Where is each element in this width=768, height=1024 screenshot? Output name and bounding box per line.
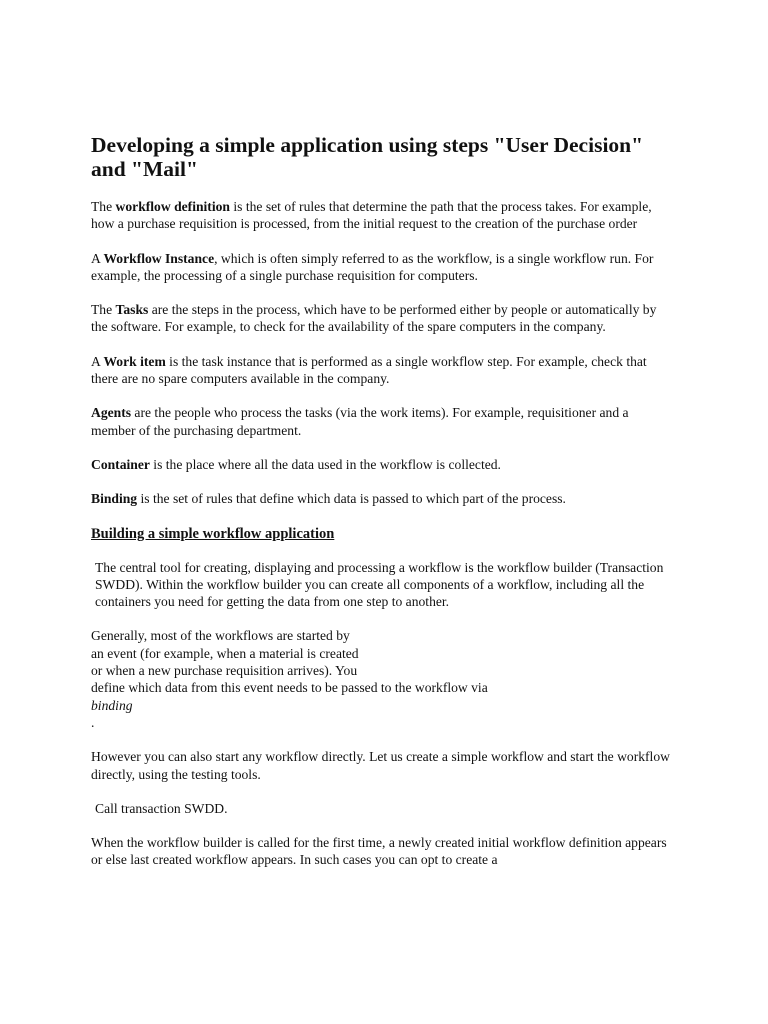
call-transaction-paragraph: Call transaction SWDD. [95,800,228,816]
definition-term: Container [91,456,150,472]
definition-term: Workflow Instance [103,250,215,266]
definition-lead: A [91,353,104,369]
direct-start-paragraph: However you can also start any workflow directly. Let us create a simple workflow and start the workflow directly, using the testing tools. [91,749,670,782]
definition-term: Agents [91,405,132,421]
definition-agents [91,404,672,439]
definition-term: Work item [103,353,166,369]
events-line-end: . [91,714,95,730]
section-heading: Building a simple workflow application [91,525,335,542]
definition-lead: The [91,199,116,214]
central-tool-paragraph: The central tool for creating, displaying and processing a workflow is the workflow builder (Transaction SWDD). Within the workflow builder you can create all components of a workflow, including all the containers you need for getting the data from one step to another. [95,559,664,610]
definition-workflow-definition [91,198,672,233]
events-line: or when a new purchase requisition arrives). You [91,663,358,679]
definition-tasks [91,301,672,336]
definition-text: , which is often simply referred to as the workflow, is a single workflow run. For example, the processing of a single purchase requisition for computers. [91,250,654,283]
definition-text: is the task instance that is performed as a single workflow step. For example, check that there are no spare computers available in the company. [91,353,647,387]
definition-text: are the people who process the tasks (via the work items). For example, requisitioner and a member of the purchasing department. [91,405,629,438]
definition-text: is the place where all the data used in the workflow is collected. [149,456,501,472]
definition-term: workflow definition [115,199,230,214]
events-line: an event (for example, when a material is created [91,645,359,661]
definition-text: is the set of rules that define which data is passed to which part of the process. [137,491,566,507]
definition-work-item [91,353,672,388]
events-line: Generally, most of the workflows are started by [91,628,350,644]
events-paragraph [91,627,672,731]
definition-term: Tasks [115,302,149,318]
page-title: Developing a simple application using steps "User Decision" and "Mail" [91,133,644,181]
definition-term: Binding [91,491,138,507]
events-line-binding [91,679,672,731]
definition-workflow-instance [91,250,672,285]
definition-text: are the steps in the process, which have to be performed either by people or automatically by the software. For example, to check for the availability of the spare computers in the company. [91,302,657,335]
definition-text: is the set of rules that determine the path that the process takes. For example, how a purchase requisition is processed, from the initial request to the creation of the purchase order [91,199,652,232]
builder-paragraph: When the workflow builder is called for the first time, a newly created initial workflow definition appears or else last created workflow appears. In such cases you can opt to create a [91,835,667,868]
definition-binding [91,490,672,507]
definition-lead: A [91,250,104,266]
binding-term: binding [91,697,133,713]
definition-container [91,456,672,473]
events-line-text: define which data from this event needs to be passed to the workflow via [91,680,488,696]
definition-lead: The [91,302,116,318]
